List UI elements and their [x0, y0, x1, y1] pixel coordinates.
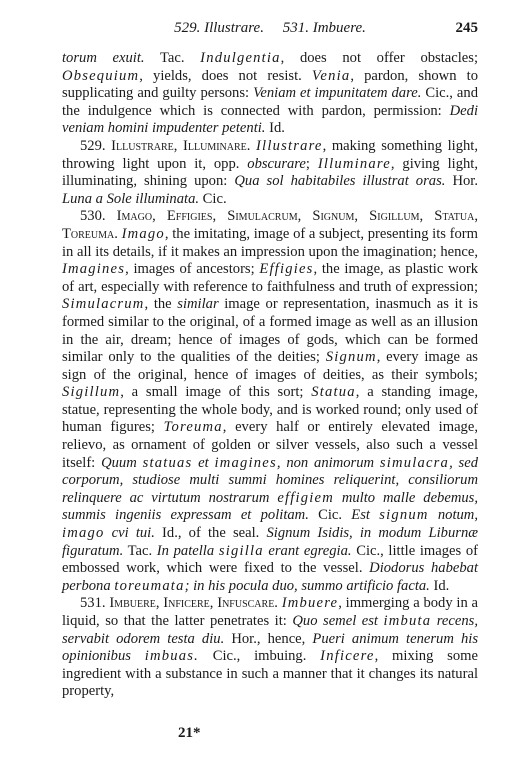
text-run: Imagines: [62, 261, 126, 278]
text-run: ,: [449, 454, 459, 471]
text-run: Tac.: [123, 542, 157, 559]
text-run: Luna a Sole illuminata.: [62, 190, 200, 207]
text-run: torum exuit.: [62, 50, 145, 66]
text-run: In patella: [156, 542, 215, 559]
text-run: [131, 648, 145, 664]
running-head-right: 531. Imbuere.: [282, 20, 366, 36]
text-run: Quo semel est: [292, 613, 378, 629]
text-run: cvi tui.: [111, 525, 155, 542]
text-run: Quum: [101, 454, 137, 471]
text-run: , every image as sign of the original, hence of images of deities, as their symbols;: [62, 349, 478, 383]
entry-number: 529.: [80, 137, 112, 154]
entry-heading: Imago, Effigies, Simulacrum, Signum, Sigillum, Statua, Toreuma.: [62, 208, 478, 242]
text-run: ;: [184, 577, 194, 594]
text-run: Id.: [265, 120, 285, 137]
text-run: Sigillum: [62, 384, 121, 401]
text-run: Illuminare: [317, 155, 391, 172]
text-run: Illustrare: [256, 137, 323, 154]
text-run: , giving light, illuminating, shining upon:: [62, 155, 478, 190]
text-run: Venia: [311, 67, 351, 84]
text-run: Tac.: [144, 50, 201, 66]
text-run: Cic., and the indulgence which is connected with pardon, permission:: [62, 85, 478, 119]
entry-heading: Imbuere, Inficere, Infuscare.: [109, 595, 278, 612]
text-run: Hor., hence,: [224, 630, 313, 647]
text-run: multo malle debemus, summis ingeniis expressam et politam.: [62, 489, 478, 524]
text-run: Effigies: [259, 261, 314, 278]
text-run: recens, servabit odorem testa diu.: [62, 613, 478, 647]
text-run: Cic.: [199, 190, 227, 207]
text-run: , a standing image, statue, representing the whole body, and is worked round; only used of human figures;: [62, 384, 478, 436]
text-run: Id., of the seal.: [154, 525, 267, 542]
text-run: et: [198, 454, 209, 471]
text-run: , the imitating, image of a subject, presenting its form in all its details, if it makes an impression upon the imagination; hence,: [62, 225, 478, 260]
page-number: 245: [455, 20, 478, 36]
text-run: Qua sol habitabiles illustrat oras.: [234, 173, 446, 190]
text-run: simulacra: [379, 454, 450, 471]
text-run: similar: [177, 296, 219, 313]
text-run: statuas: [142, 454, 193, 471]
entry-number: 530.: [80, 208, 117, 225]
text-run: signum: [379, 507, 429, 524]
text-run: ,: [276, 454, 287, 471]
text-run: [370, 507, 379, 523]
entry-heading: Illustrare, Illuminare.: [111, 137, 251, 154]
running-head: [62, 20, 478, 40]
text-run: , images of ancestors;: [125, 261, 260, 278]
text-run: , every half or entirely elevated image, relievo, as ornament of golden or silver vessels, also such a vessel itself:: [62, 419, 478, 471]
text-run: sed corporum, studiose multi summi homines reliquerint, consiliorum relinquere ac virtutum nostrarum: [62, 454, 479, 506]
text-run: Cic., little images of embossed work, which were fixed to the vessel.: [62, 542, 478, 577]
text-run: Signum: [325, 349, 377, 366]
text-run: image or representation, inasmuch as it is formed similar to the original, of a formed image as well as an illusion in the air, dream; hence of images of gods, which can be formed similar only to the qualities of the deities;: [62, 296, 478, 366]
text-run: Dedi veniam homini impudenter petenti.: [62, 102, 478, 137]
entry-531: [62, 595, 478, 701]
text-run: imbuas.: [144, 648, 199, 665]
text-run: imagines: [214, 454, 277, 471]
text-run: toreumata: [114, 577, 185, 594]
body-text: [62, 50, 478, 701]
text-run: , immerging a body in a liquid, so that the latter penetrates it:: [62, 595, 478, 629]
text-run: Hor.: [445, 173, 478, 190]
text-run: Statua: [311, 384, 356, 401]
text-run: non animorum: [286, 454, 375, 471]
entry-number: 531.: [80, 595, 110, 612]
text-run: , does not offer obstacles;: [280, 50, 478, 66]
text-run: [334, 490, 342, 506]
text-run: Id.: [429, 577, 450, 594]
text-run: Est: [351, 507, 370, 524]
text-run: effigiem: [277, 489, 334, 506]
text-run: Cic.: [308, 507, 352, 524]
text-run: [104, 525, 111, 541]
text-run: [429, 507, 438, 523]
text-run: Inficere: [320, 648, 375, 665]
running-head-left: 529. Illustrare.: [174, 20, 264, 36]
text-run: Signum Isidis, in modum Liburnæ figuratum.: [62, 525, 478, 559]
text-run: Imago: [121, 225, 165, 242]
text-run: in his pocula duo, summo artificio facta.: [193, 577, 430, 594]
text-run: , pardon, shown to supplicating and guilty persons:: [62, 67, 478, 102]
text-run: Diodorus habebat perbona: [62, 560, 478, 594]
entry-529: [62, 138, 478, 208]
text-run: ;: [305, 155, 318, 172]
paragraph-continuation: [62, 50, 478, 138]
text-run: , a small image of this sort;: [120, 384, 312, 401]
entry-530: [62, 208, 478, 595]
text-run: Imbuere: [281, 595, 339, 612]
text-run: , the: [144, 296, 178, 313]
running-head-title: [62, 20, 478, 37]
text-run: imbuta: [383, 613, 432, 629]
text-run: Pueri animum tenerum his opinionibus: [62, 630, 479, 665]
text-run: Obsequium: [62, 67, 140, 84]
text-run: , making something light, throwing light upon it, opp.: [62, 137, 478, 172]
text-run: , mixing some ingredient with a substance in such a manner that it changes its natural property,: [62, 648, 478, 700]
text-run: , yields, does not resist.: [139, 67, 312, 84]
text-run: sigilla: [218, 542, 264, 559]
text-run: obscurare: [247, 155, 306, 172]
text-run: erant egregia.: [268, 542, 352, 559]
text-run: notum,: [437, 507, 478, 524]
text-run: imago: [62, 525, 105, 542]
text-run: , the image, as plastic work of art, especially with reference to faithfulness and truth of expression;: [62, 261, 478, 295]
text-run: Veniam et impunitatem dare.: [253, 85, 422, 102]
text-run: Indulgentia: [200, 50, 281, 66]
text-run: Toreuma: [163, 419, 223, 436]
text-run: Simulacrum: [62, 296, 145, 313]
signature-mark: 21*: [178, 725, 201, 741]
text-run: Cic., imbuing.: [198, 648, 321, 665]
